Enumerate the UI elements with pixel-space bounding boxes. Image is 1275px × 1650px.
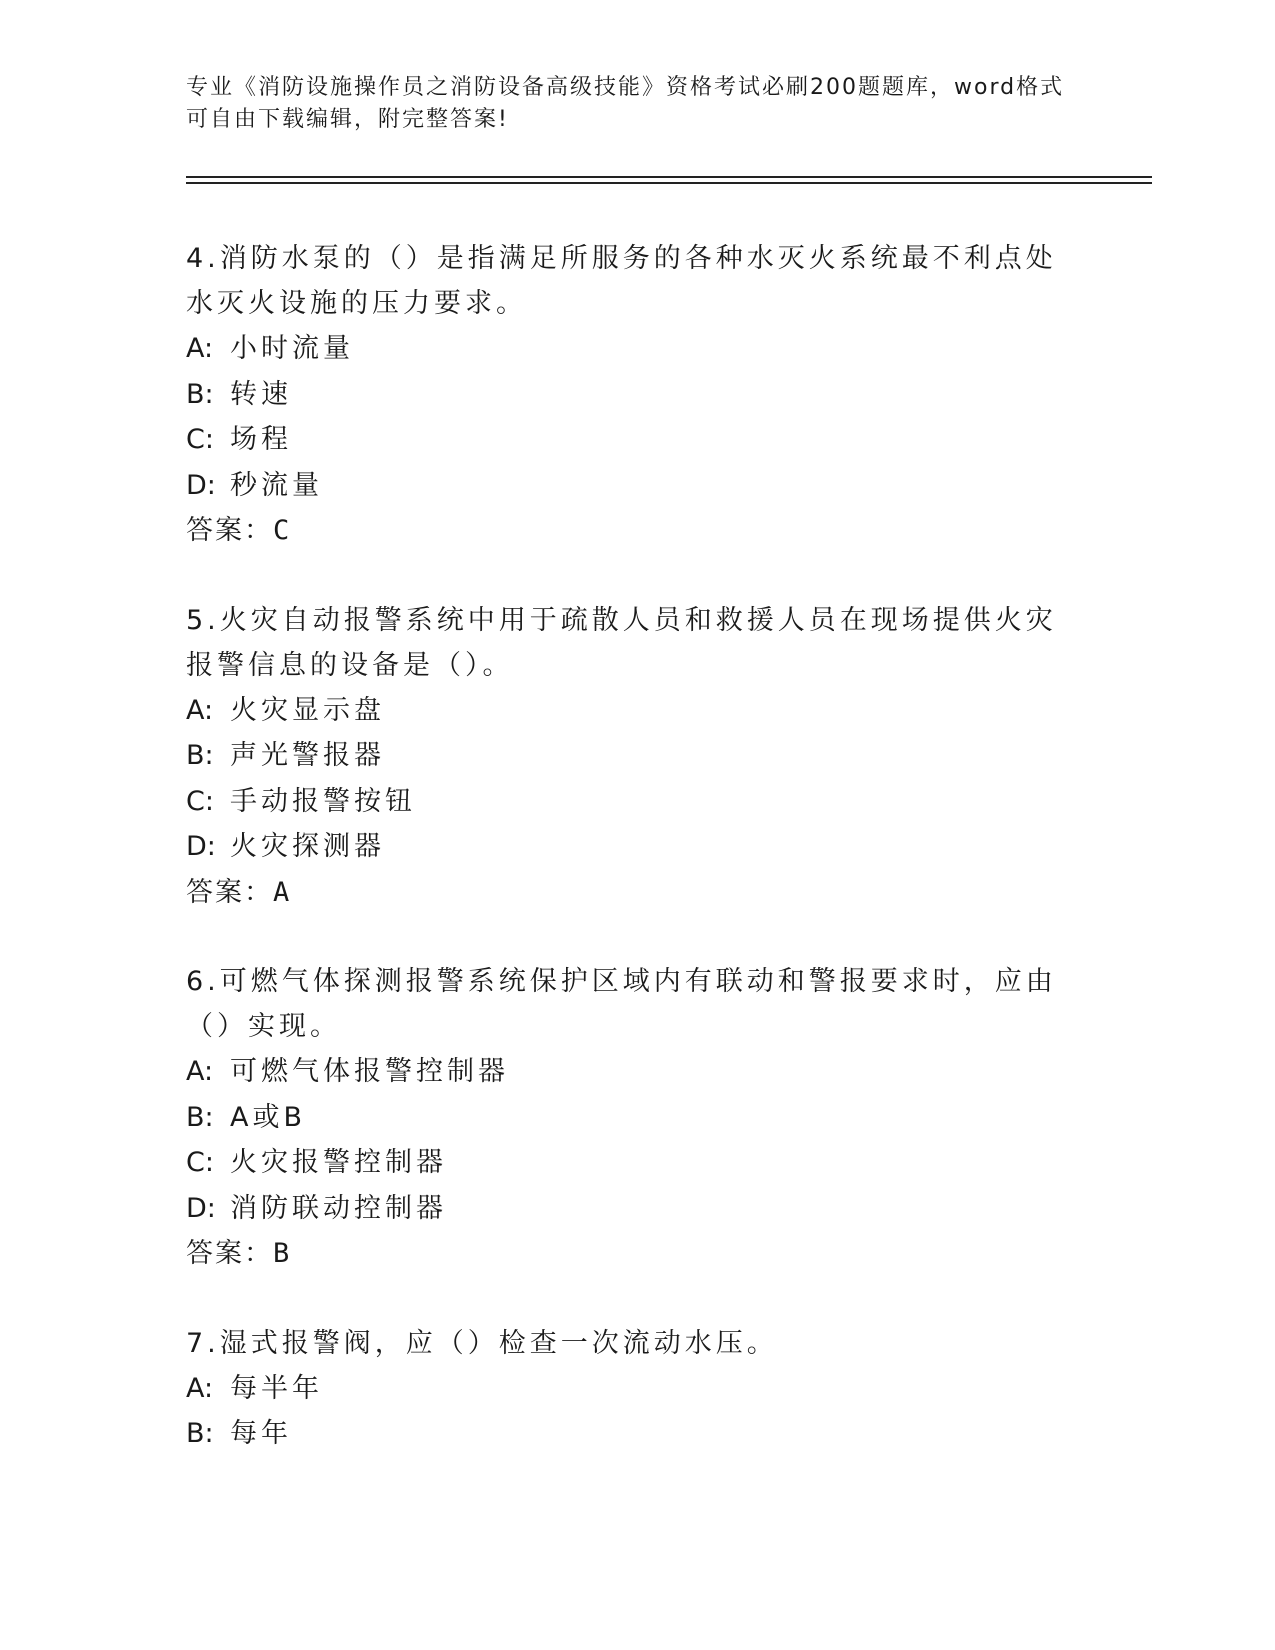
question-4: [186, 236, 1086, 554]
option-d: [186, 824, 1086, 870]
option-key: C:: [186, 785, 214, 817]
answer-label: 答案：: [186, 515, 273, 546]
option-c: [186, 417, 1086, 463]
header-divider-bottom: [186, 182, 1152, 184]
option-key: A:: [186, 333, 214, 364]
answer-value: A: [273, 876, 292, 908]
option-text: 消防联动控制器: [230, 1192, 447, 1224]
option-text: A或B: [230, 1101, 306, 1133]
option-key: B:: [186, 1101, 214, 1133]
option-b: [186, 372, 1086, 418]
option-b: [186, 733, 1086, 779]
answer-value: B: [273, 1238, 292, 1269]
option-text: 每半年: [230, 1372, 323, 1404]
option-key: D:: [186, 1192, 216, 1224]
question-stem: 5.火灾自动报警系统中用于疏散人员和救援人员在现场提供火灾报警信息的设备是（）。: [186, 604, 1057, 681]
option-d: [186, 1186, 1086, 1232]
option-key: B:: [186, 1418, 214, 1449]
option-a: [186, 1366, 1086, 1412]
option-text: 转速: [230, 378, 292, 410]
question-7: [186, 1321, 1086, 1457]
option-text: 声光警报器: [230, 740, 385, 771]
option-key: C:: [186, 424, 214, 455]
answer-value: C: [273, 515, 292, 546]
option-text: 可燃气体报警控制器: [230, 1056, 509, 1087]
option-key: B:: [186, 740, 214, 771]
option-text: 火灾报警控制器: [230, 1147, 447, 1178]
option-c: [186, 1140, 1086, 1186]
option-a: [186, 1049, 1086, 1095]
question-stem: 4.消防水泵的（）是指满足所服务的各种水灭火系统最不利点处水灭火设施的压力要求。: [186, 243, 1057, 319]
answer-line: [186, 508, 1086, 554]
option-text: 火灾显示盘: [230, 694, 385, 726]
option-text: 手动报警按钮: [230, 785, 416, 817]
option-text: 小时流量: [230, 333, 354, 364]
question-stem: 6.可燃气体探测报警系统保护区域内有联动和警报要求时，应由（）实现。: [186, 966, 1057, 1042]
option-key: B:: [186, 378, 214, 410]
answer-line: [186, 1231, 1086, 1277]
answer-label: 答案：: [186, 1238, 273, 1269]
option-key: C:: [186, 1147, 214, 1178]
question-6: [186, 959, 1086, 1277]
option-text: 火灾探测器: [230, 831, 385, 862]
option-b: [186, 1095, 1086, 1141]
document-header: 专业《消防设施操作员之消防设备高级技能》资格考试必刷200题题库，word格式可自由下载编辑，附完整答案!: [186, 75, 1065, 132]
option-key: D:: [186, 831, 216, 862]
answer-line: [186, 870, 1086, 916]
option-text: 秒流量: [230, 469, 323, 501]
option-key: A:: [186, 1372, 214, 1404]
question-5: [186, 598, 1086, 916]
option-d: [186, 463, 1086, 509]
option-c: [186, 779, 1086, 825]
option-key: A:: [186, 694, 214, 726]
option-text: 场程: [230, 424, 292, 455]
option-key: A:: [186, 1056, 214, 1087]
answer-label: 答案：: [186, 876, 273, 908]
option-a: [186, 326, 1086, 372]
question-list: [186, 236, 1086, 1501]
header-divider-top: [186, 176, 1152, 178]
option-b: [186, 1411, 1086, 1457]
option-key: D:: [186, 469, 216, 501]
option-a: [186, 688, 1086, 734]
option-text: 每年: [230, 1418, 292, 1449]
question-stem: 7.湿式报警阀，应（）检查一次流动水压。: [186, 1327, 778, 1359]
